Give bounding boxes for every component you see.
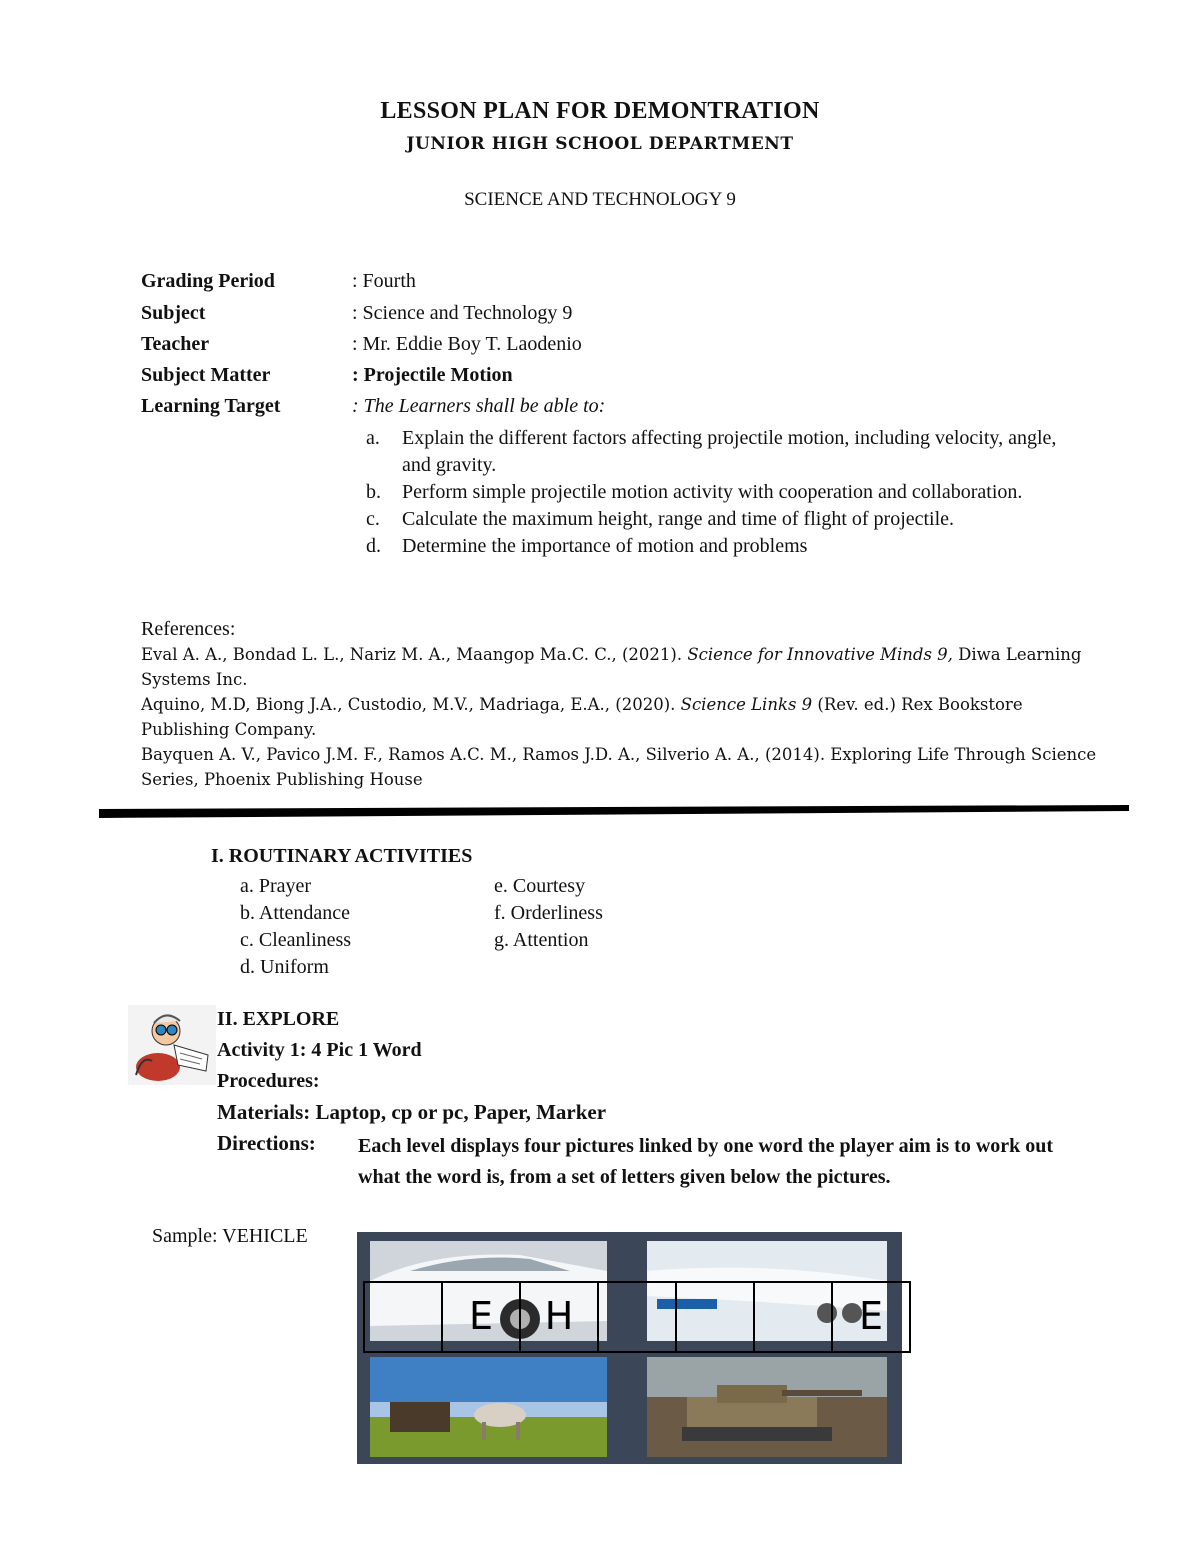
target-text: Explain the different factors affecting projectile motion, including velocity, angle, and gravity. xyxy=(402,427,1057,476)
target-letter: c. xyxy=(366,508,380,530)
sample-label: Sample: VEHICLE xyxy=(152,1225,308,1247)
routinary-item: g. Attention xyxy=(494,929,589,951)
teacher-value: : Mr. Eddie Boy T. Laodenio xyxy=(352,333,582,355)
routinary-item: a. Prayer xyxy=(240,875,312,897)
target-letter: d. xyxy=(366,535,381,557)
reference-entry xyxy=(141,692,1101,742)
directions-text: Each level displays four pictures linked by one word the player aim is to work out what the word is, from a set of letters given below the pictures. xyxy=(358,1135,1054,1188)
subject-heading: SCIENCE AND TECHNOLOGY 9 xyxy=(464,189,736,210)
target-text: Calculate the maximum height, range and time of flight of projectile. xyxy=(402,508,955,530)
routinary-item: f. Orderliness xyxy=(494,902,603,924)
subject-value: : Science and Technology 9 xyxy=(352,302,573,324)
subject-matter-value: : Projectile Motion xyxy=(352,364,513,386)
target-letter: b. xyxy=(366,481,381,503)
subject-label: Subject xyxy=(141,302,206,324)
grading-period-value: : Fourth xyxy=(352,270,416,292)
letter-box xyxy=(365,1283,443,1351)
routinary-list-right xyxy=(494,873,603,954)
grading-period-label: Grading Period xyxy=(141,270,275,292)
learning-target-value: : The Learners shall be able to: xyxy=(352,395,606,417)
letter-box xyxy=(677,1283,755,1351)
reference-publisher: Diwa Learning Systems Inc. xyxy=(141,645,1082,689)
letter-box: H xyxy=(521,1283,599,1351)
section-divider xyxy=(99,805,1129,819)
reference-entry: Bayquen A. V., Pavico J.M. F., Ramos A.C. M., Ramos J.D. A., Silverio A. A., (2014). Exploring Life Through Science Series, Phoenix Publishing House xyxy=(141,745,1097,789)
materials-line xyxy=(217,1100,606,1125)
explorer-cartoon-icon xyxy=(128,1005,216,1085)
activity-title: Activity 1: 4 Pic 1 Word xyxy=(217,1039,422,1061)
learning-targets-list xyxy=(366,425,1066,560)
reference-authors: Eval A. A., Bondad L. L., Nariz M. A., Maangop Ma.C. C., (2021). xyxy=(141,645,688,664)
references-heading: References: xyxy=(141,618,236,640)
tank-picture xyxy=(647,1357,887,1457)
document-title: LESSON PLAN FOR DEMONTRATION xyxy=(380,98,820,124)
target-letter: a. xyxy=(366,427,380,449)
reference-title: Science for Innovative Minds 9, xyxy=(687,645,953,664)
materials-label: Materials: xyxy=(217,1100,311,1124)
answer-letter-boxes xyxy=(363,1281,911,1353)
learning-target-item xyxy=(366,506,1066,533)
learning-target-item xyxy=(366,533,1066,560)
reference-title: Science Links 9 xyxy=(680,695,813,714)
routinary-item: e. Courtesy xyxy=(494,875,586,897)
routinary-item: c. Cleanliness xyxy=(240,929,352,951)
learning-target-item xyxy=(366,425,1066,479)
target-text: Perform simple projectile motion activity with cooperation and collaboration. xyxy=(402,481,1023,503)
procedures-label: Procedures: xyxy=(217,1070,320,1092)
letter-box: E xyxy=(443,1283,521,1351)
routinary-item: b. Attendance xyxy=(240,902,350,924)
reference-publisher: (Rev. ed.) Rex Bookstore Publishing Company. xyxy=(141,695,1023,739)
letter-box xyxy=(599,1283,677,1351)
department-heading: JUNIOR HIGH SCHOOL DEPARTMENT xyxy=(406,134,794,154)
reference-authors: Aquino, M.D, Biong J.A., Custodio, M.V., Madriaga, E.A., (2020). xyxy=(141,695,681,714)
letter-box: E xyxy=(858,1294,883,1338)
explore-title: II. EXPLORE xyxy=(217,1008,340,1030)
materials-value: Laptop, cp or pc, Paper, Marker xyxy=(310,1100,607,1124)
teacher-label: Teacher xyxy=(141,333,210,355)
target-text: Determine the importance of motion and problems xyxy=(402,535,808,557)
routinary-title: I. ROUTINARY ACTIVITIES xyxy=(211,845,473,867)
references-section xyxy=(141,617,1101,792)
routinary-list-left xyxy=(240,873,351,981)
directions-label: Directions: xyxy=(217,1131,316,1155)
learning-target-label: Learning Target xyxy=(141,395,281,417)
routinary-item: d. Uniform xyxy=(240,956,329,978)
subject-matter-label: Subject Matter xyxy=(141,364,271,386)
horse-carriage-picture xyxy=(370,1357,607,1457)
reference-entry xyxy=(141,642,1101,692)
learning-target-item xyxy=(366,479,1066,506)
letter-box xyxy=(755,1283,833,1351)
